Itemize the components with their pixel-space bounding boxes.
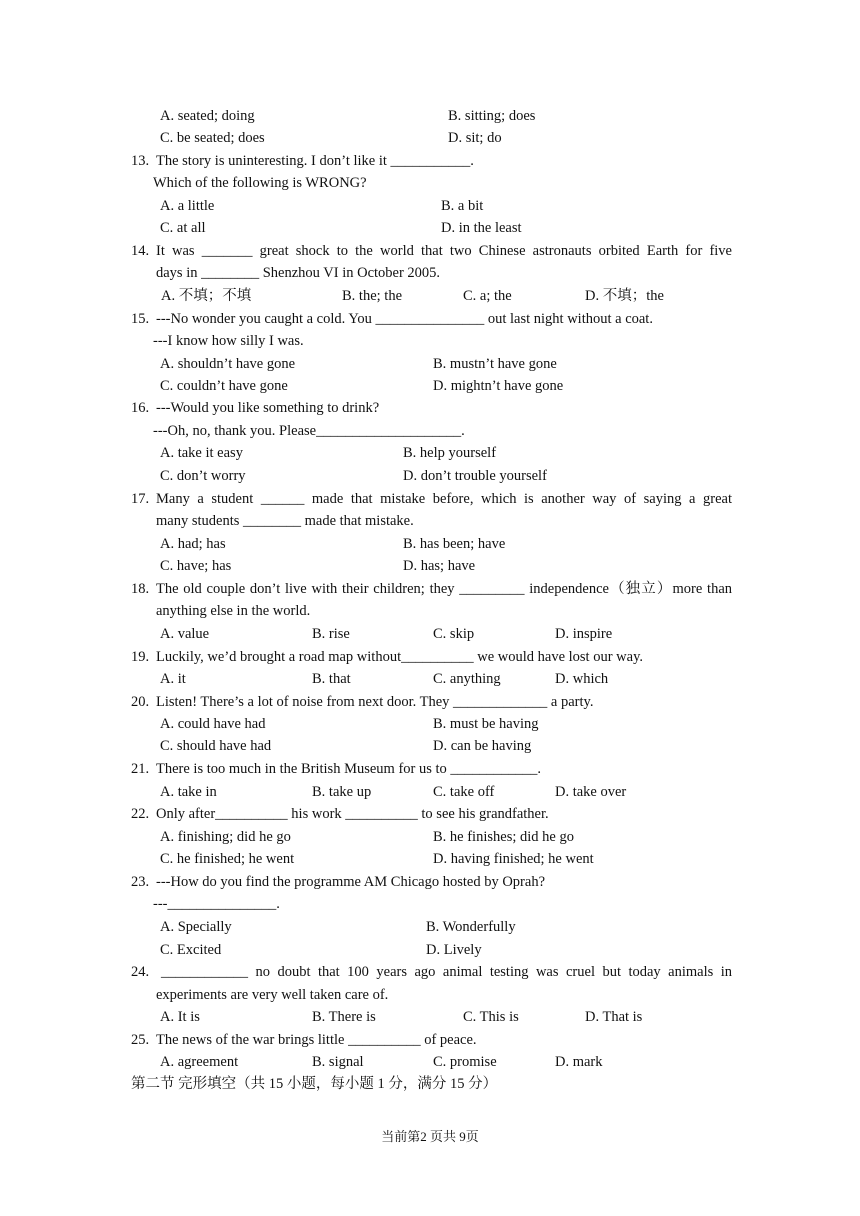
q12-option-d: D. sit; do (448, 130, 502, 146)
q17-option-d: D. has; have (403, 558, 476, 574)
q16-option-d: D. don’t trouble yourself (403, 468, 547, 484)
q14-option-c: C. a; the (463, 288, 512, 304)
q25-option-b: B. signal (312, 1054, 364, 1070)
q21-number: 21. (131, 761, 150, 777)
q20-option-d: D. can be having (433, 738, 532, 754)
q17-option-c: C. have; has (160, 558, 232, 574)
q12-option-a: A. seated; doing (160, 108, 255, 124)
q17-number: 17. (131, 491, 150, 507)
q16-option-c: C. don’t worry (160, 468, 246, 484)
q25-option-a: A. agreement (160, 1054, 239, 1070)
q22-option-b: B. he finishes; did he go (433, 829, 574, 845)
q16-option-b: B. help yourself (403, 445, 497, 461)
q23-text: ---How do you find the programme AM Chicago hosted by Oprah? (156, 874, 546, 890)
q23-sub: ---_______________. (153, 896, 280, 912)
q22-option-d: D. having finished; he went (433, 851, 594, 867)
q23-option-b: B. Wonderfully (426, 919, 516, 935)
q24-option-d: D. That is (585, 1009, 643, 1025)
q17-line2: many students ________ made that mistake. (156, 513, 414, 529)
q12-option-b: B. sitting; does (448, 108, 536, 124)
q25-option-c: C. promise (433, 1054, 497, 1070)
q19-number: 19. (131, 649, 150, 665)
q13-sub: Which of the following is WRONG? (153, 175, 367, 191)
q13-option-a: A. a little (160, 198, 215, 214)
q23-option-c: C. Excited (160, 942, 222, 958)
q22-option-c: C. he finished; he went (160, 851, 295, 867)
q24-number: 24. (131, 964, 150, 980)
section-heading: 第二节 完形填空（共 15 小题，每小题 1 分，满分 15 分） (131, 1076, 498, 1092)
q17-option-a: A. had; has (160, 536, 226, 552)
q24-line2: experiments are very well taken care of. (156, 987, 389, 1003)
q24-option-c: C. This is (463, 1009, 519, 1025)
q16-sub: ---Oh, no, thank you. Please____________________. (153, 423, 465, 439)
q13-option-d: D. in the least (441, 220, 522, 236)
q22-text: Only after__________ his work __________ to see his grandfather. (156, 806, 549, 822)
q16-number: 16. (131, 400, 150, 416)
q18-line1: The old couple don’t live with their children; they _________ independence（独立）more than (156, 581, 732, 597)
q13-number: 13. (131, 153, 150, 169)
q24-line1: ____________ no doubt that 100 years ago animal testing was cruel but today animals in (161, 964, 732, 980)
q18-line2: anything else in the world. (156, 603, 311, 619)
q18-option-c: C. skip (433, 626, 475, 642)
q18-option-b: B. rise (312, 626, 350, 642)
q19-option-a: A. it (160, 671, 186, 687)
q23-option-d: D. Lively (426, 942, 482, 958)
q23-number: 23. (131, 874, 150, 890)
q14-line1: It was _______ great shock to the world that two Chinese astronauts orbited Earth for five (156, 243, 732, 259)
q20-number: 20. (131, 694, 150, 710)
q15-option-b: B. mustn’t have gone (433, 356, 557, 372)
page-footer: 当前第2 页共 9页 (381, 1129, 479, 1144)
q14-option-b: B. the; the (342, 288, 403, 304)
q25-number: 25. (131, 1032, 150, 1048)
q15-option-a: A. shouldn’t have gone (160, 356, 296, 372)
q22-number: 22. (131, 806, 150, 822)
q19-text: Luckily, we’d brought a road map without__________ we would have lost our way. (156, 649, 643, 665)
q25-option-d: D. mark (555, 1054, 603, 1070)
q23-option-a: A. Specially (160, 919, 232, 935)
q19-option-b: B. that (312, 671, 351, 687)
q22-option-a: A. finishing; did he go (160, 829, 291, 845)
q15-option-c: C. couldn’t have gone (160, 378, 288, 394)
q21-text: There is too much in the British Museum for us to ____________. (156, 761, 542, 777)
q14-line2: days in ________ Shenzhou VI in October 2005. (156, 265, 441, 281)
q18-option-a: A. value (160, 626, 210, 642)
q18-option-d: D. inspire (555, 626, 613, 642)
q20-option-c: C. should have had (160, 738, 272, 754)
q17-option-b: B. has been; have (403, 536, 506, 552)
q21-option-d: D. take over (555, 784, 627, 800)
q24-option-b: B. There is (312, 1009, 376, 1025)
q20-option-a: A. could have had (160, 716, 266, 732)
q21-option-b: B. take up (312, 784, 372, 800)
q25-text: The news of the war brings little __________ of peace. (156, 1032, 477, 1048)
q15-number: 15. (131, 311, 150, 327)
q21-option-c: C. take off (433, 784, 495, 800)
q15-text: ---No wonder you caught a cold. You _______________ out last night without a coat. (156, 311, 653, 327)
q13-option-c: C. at all (160, 220, 206, 236)
q20-option-b: B. must be having (433, 716, 539, 732)
q15-option-d: D. mightn’t have gone (433, 378, 564, 394)
q13-option-b: B. a bit (441, 198, 484, 214)
q21-option-a: A. take in (160, 784, 217, 800)
q19-option-d: D. which (555, 671, 609, 687)
q16-text: ---Would you like something to drink? (156, 400, 380, 416)
q14-option-a: A. 不填；不填 (161, 288, 252, 304)
q24-option-a: A. It is (160, 1009, 200, 1025)
q16-option-a: A. take it easy (160, 445, 243, 461)
q14-number: 14. (131, 243, 150, 259)
q20-text: Listen! There’s a lot of noise from next door. They _____________ a party. (156, 694, 594, 710)
q19-option-c: C. anything (433, 671, 501, 687)
q17-line1: Many a student ______ made that mistake before, which is another way of saying a great (156, 491, 732, 507)
q14-option-d: D. 不填；the (585, 288, 664, 304)
q18-number: 18. (131, 581, 150, 597)
q12-option-c: C. be seated; does (160, 130, 265, 146)
q15-sub: ---I know how silly I was. (153, 333, 304, 349)
q13-text: The story is uninteresting. I don’t like it ___________. (156, 153, 474, 169)
